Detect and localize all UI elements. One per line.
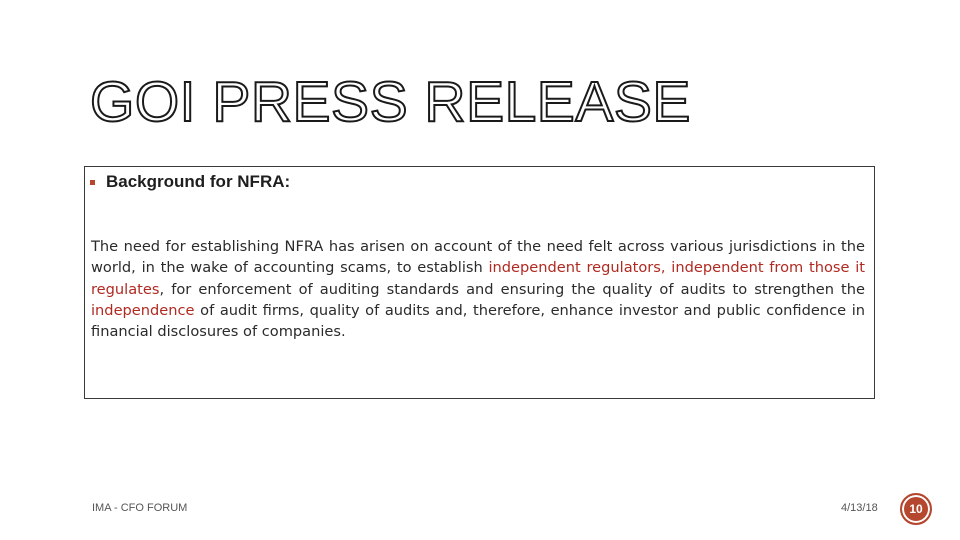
page-number: 10: [909, 502, 923, 516]
paragraph-text-2: , for enforcement of auditing standards and ensuring the quality of audits to strengthen the: [159, 280, 865, 298]
page-number-badge: [900, 493, 932, 525]
content-box: [84, 166, 875, 399]
highlight-independent-regulators: independent regulators, independent from those it regulates: [91, 259, 865, 298]
paragraph-text-1: The need for establishing NFRA has arisen on account of the need felt across various jurisdictions in the world, in the wake of accounting scams, to establish: [91, 238, 865, 277]
highlight-independence: independence: [91, 301, 195, 319]
bullet-item: [90, 172, 290, 192]
bullet-heading: Background for NFRA:: [106, 172, 291, 191]
slide-title: GOI PRESS RELEASE: [90, 70, 691, 134]
bullet-icon: [90, 180, 95, 185]
paragraph-text-3: of audit firms, quality of audits and, therefore, enhance investor and public confidence in financial disclosures of companies.: [91, 301, 865, 341]
footer-date: 4/13/18: [841, 502, 878, 514]
body-paragraph: [91, 236, 865, 342]
footer-text: IMA - CFO FORUM: [92, 502, 188, 514]
